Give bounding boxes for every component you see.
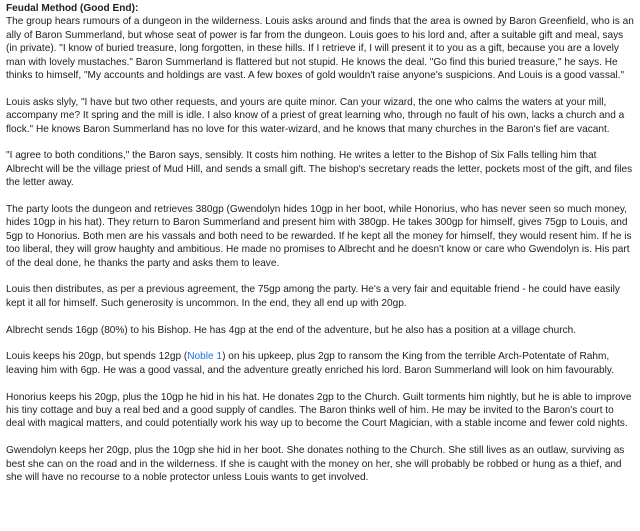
paragraph-louis-distributes: Louis then distributes, as per a previous agreement, the 75gp among the party. He's a very fair and equitable friend - he could have easily kept it all for himself. Such generosity is uncommon. In the end, they all end up with 20gp. — [6, 284, 620, 309]
paragraph-louis-keeps — [6, 350, 634, 377]
paragraph-two-requests: Louis asks slyly, "I have but two other requests, and yours are quite minor. Can your wizard, the one who calms the waters at your mill, accompany me? It spring and the mill is idle. I also know of a priest of great learning who, through no fault of his own, lacks a church and a flock." He knows Baron Summerland has no love for this water-wizard, and he knows that many churches in the Baron's fief are vacant. — [6, 96, 625, 135]
section-title: Feudal Method (Good End): — [6, 3, 139, 14]
noble-1-link[interactable]: Noble 1 — [187, 351, 223, 363]
paragraph-honorius: Honorius keeps his 20gp, plus the 10gp he hid in his hat. He donates 2gp to the Church. Guilt torments him nightly, but he is able to improve his tiny cottage and buy a real bed and a good supply of candles. The Baron thinks well of him. He may be invited to the Baron's court to deal with magical matters, and could potentially work his way up to become the Court Magician, with a stable income and fewer cold nights. — [6, 391, 632, 430]
paragraph-baron-agrees: "I agree to both conditions," the Baron says, sensibly. It costs him nothing. He writes a letter to the Bishop of Six Falls telling him that Albrecht will be the village priest of Mud Hill, and sends a small gift. The bishop's secretary reads the letter, pockets most of the gift, and files the letter away. — [6, 150, 633, 189]
paragraph-gwendolyn: Gwendolyn keeps her 20gp, plus the 10gp she hid in her boot. She donates nothing to the Church. She still lives as an outlaw, surviving as best she can on the road and in the wilderness. If she is caught with the money on her, she will probably be robbed or hung as a thief, and she will have no recourse to a noble protector unless Louis wants to get involved. — [6, 445, 625, 484]
paragraph-party-loots: The party loots the dungeon and retrieves 380gp (Gwendolyn hides 10gp in her boot, while Honorius, who has never seen so much money, hides 10gp in his hat). They return to Baron Summerland and present him with 380gp. He takes 300gp for himself, gives 75gp to Louis, and 5gp to Honorius. Both men are his vassals and both need to be rewarded. If he kept all the money for himself, they would resent him. If he is too liberal, they will grow haughty and ambitious. He made no promises to Albrecht and he doesn't know or care who Gwendolyn is. His part of the deal done, he thanks the party and asks them to leave. — [6, 204, 632, 269]
paragraph-louis-text-after: ) on his upkeep, plus 2gp to ransom the King from the terrible Arch-Potentate of Rahm, leaving him with 6gp. He was a good vassal, and the adventure greatly enriched his lord. Baron Summerland will look on him favourably. — [6, 351, 615, 376]
paragraph-louis-text-before: Louis keeps his 20gp, but spends 12gp ( — [6, 351, 188, 363]
paragraph-albrecht: Albrecht sends 16gp (80%) to his Bishop. He has 4gp at the end of the adventure, but he also has a position at a village church. — [6, 324, 577, 336]
paragraph-dungeon-rumours: The group hears rumours of a dungeon in the wilderness. Louis asks around and finds that the area is owned by Baron Greenfield, who is an ally of Baron Summerland, but whose seat of power is far from the dungeon. Louis goes to his lord and, after a suitable gift and meal, says (in private). "I know of buried treasure, long forgotten, in these hills. If I retrieve if, I will present it to you as a gift, because you are a lovely man with lovely mustaches." Baron Summerland is flattered but not stupid. He knows the deal. "Go find this buried treasure," he says. He thinks to himself, "My accounts and holdings are vast. A few boxes of gold wouldn't raise anyone's suspicions. And Louis is a good vassal." — [6, 16, 634, 82]
